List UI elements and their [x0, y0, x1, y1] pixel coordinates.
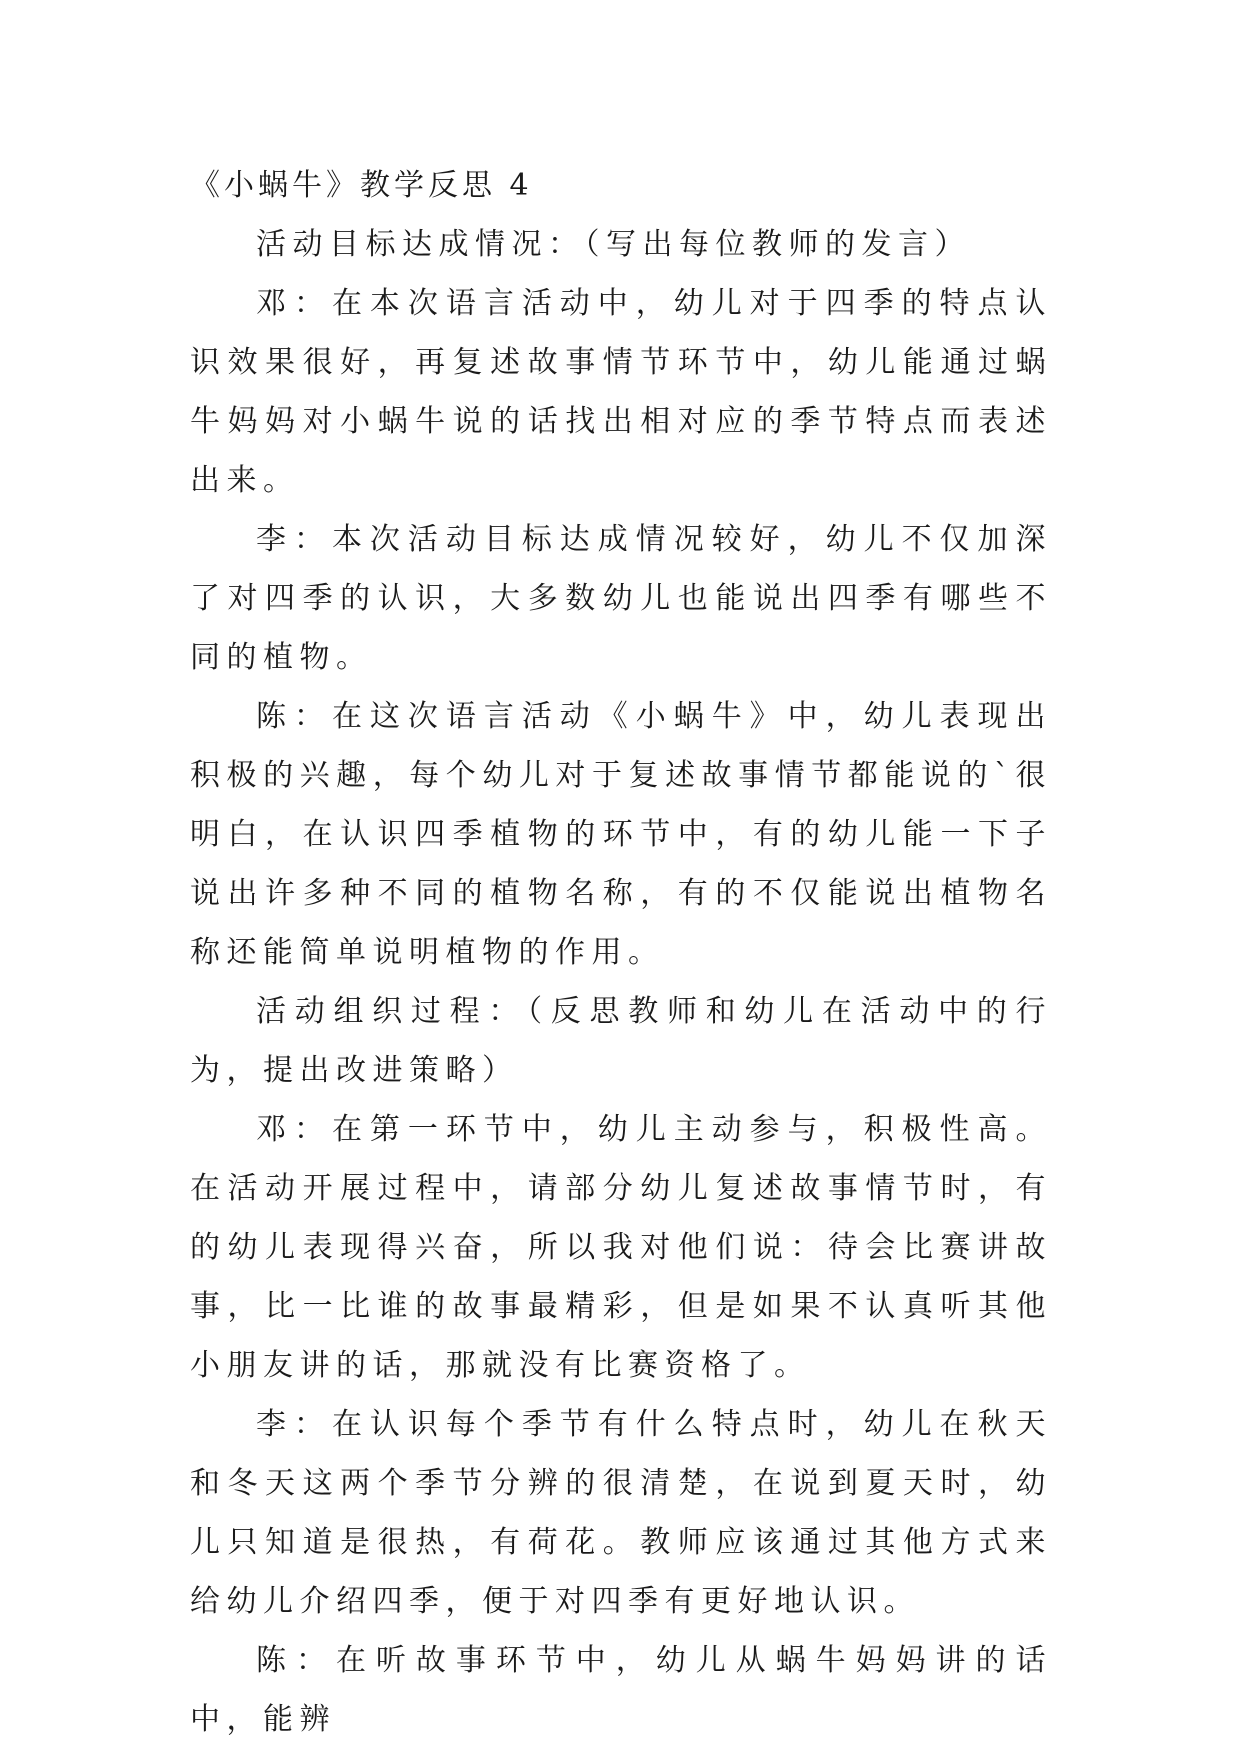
section-heading-goals: 活动目标达成情况：（写出每位教师的发言） [256, 227, 971, 262]
paragraph-deng-goals: 邓：在本次语言活动中，幼儿对于四季的特点认识效果很好，再复述故事情节环节中，幼儿能通过蜗牛妈妈对小蜗牛说的话找出相对应的季节特点而表述出来。 [190, 286, 1052, 498]
paragraph-chen-process: 陈：在听故事环节中，幼儿从蜗牛妈妈讲的话中，能辨 [190, 1643, 1052, 1737]
document-title: 《小蜗牛》教学反思 4 [190, 168, 533, 203]
document-body [190, 156, 1052, 1749]
section-heading-process: 活动组织过程：（反思教师和幼儿在活动中的行为，提出改进策略） [190, 994, 1052, 1088]
paragraph-deng-process: 邓：在第一环节中，幼儿主动参与，积极性高。在活动开展过程中，请部分幼儿复述故事情节时，有的幼儿表现得兴奋，所以我对他们说：待会比赛讲故事，比一比谁的故事最精彩，但是如果不认真听其他小朋友讲的话，那就没有比赛资格了。 [190, 1112, 1052, 1383]
paragraph-li-process: 李：在认识每个季节有什么特点时，幼儿在秋天和冬天这两个季节分辨的很清楚，在说到夏天时，幼儿只知道是很热，有荷花。教师应该通过其他方式来给幼儿介绍四季，便于对四季有更好地认识。 [190, 1407, 1052, 1619]
paragraph-li-goals: 李：本次活动目标达成情况较好，幼儿不仅加深了对四季的认识，大多数幼儿也能说出四季有哪些不同的植物。 [190, 522, 1052, 675]
paragraph-chen-goals: 陈：在这次语言活动《小蜗牛》中，幼儿表现出积极的兴趣，每个幼儿对于复述故事情节都能说的`很明白，在认识四季植物的环节中，有的幼儿能一下子说出许多种不同的植物名称，有的不仅能说出植物名称还能简单说明植物的作用。 [190, 699, 1052, 970]
